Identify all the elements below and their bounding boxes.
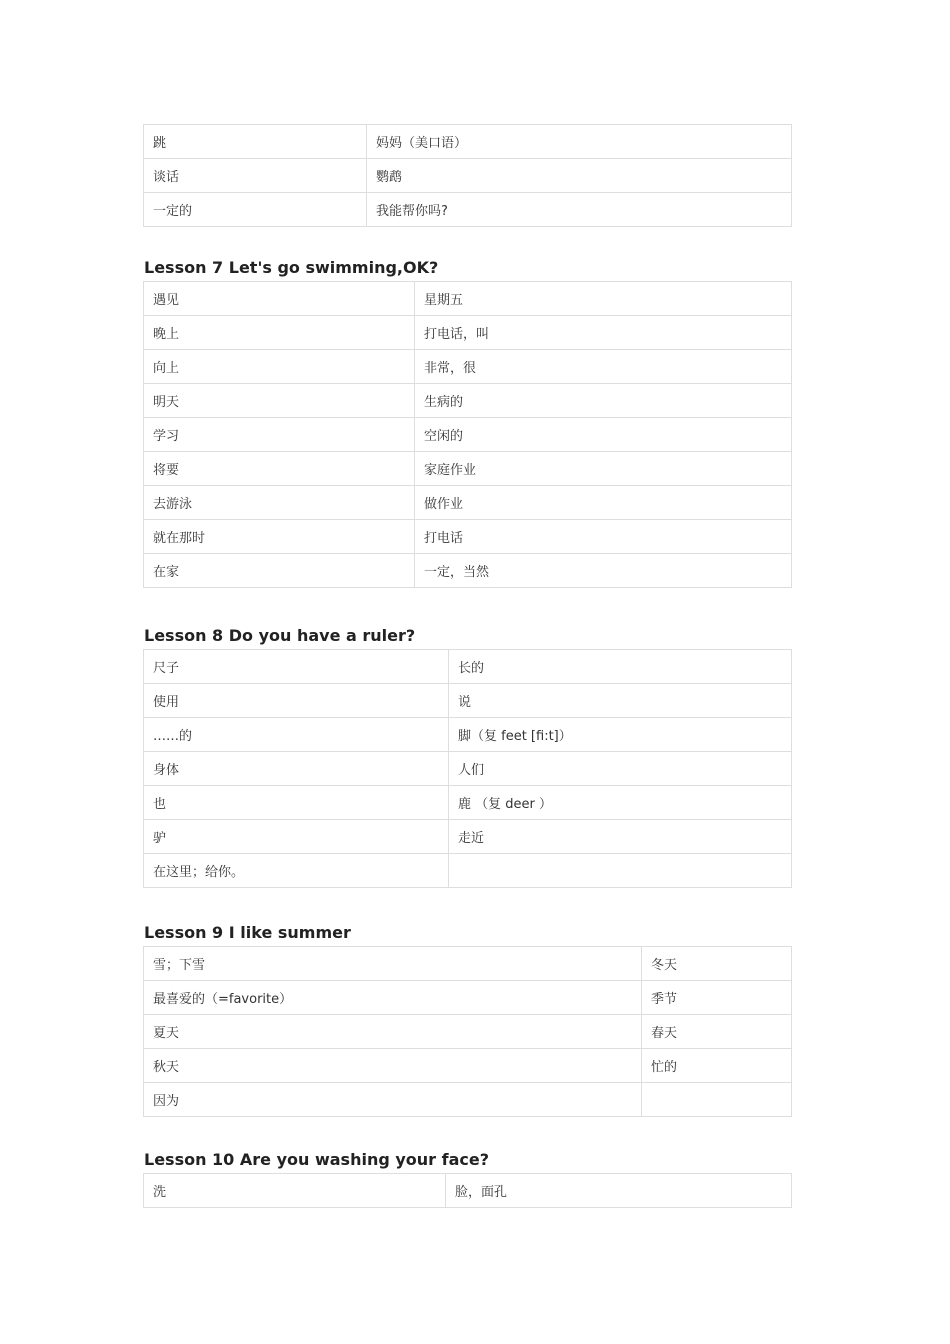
term-cell-right: 空闲的 xyxy=(415,418,792,452)
table-row xyxy=(144,786,792,820)
vocab-table xyxy=(143,1173,792,1208)
table-row xyxy=(144,1083,792,1117)
term-cell: 雪；下雪 xyxy=(144,947,642,981)
vocab-table xyxy=(143,281,792,588)
term-cell: 身体 xyxy=(144,752,449,786)
term-cell-right: 鹿 （复 deer ） xyxy=(449,786,792,820)
table-row xyxy=(144,684,792,718)
term-cell-right: 忙的 xyxy=(642,1049,792,1083)
term-cell-right xyxy=(642,1083,792,1117)
term-cell-right: 冬天 xyxy=(642,947,792,981)
table-row xyxy=(144,1015,792,1049)
term-cell-right: 人们 xyxy=(449,752,792,786)
term-cell-right: 脚（复 feet [fi:t]） xyxy=(449,718,792,752)
term-cell: 因为 xyxy=(144,1083,642,1117)
term-cell: 尺子 xyxy=(144,650,449,684)
vocab-section-lesson-7 xyxy=(143,256,792,588)
term-cell-right: 生病的 xyxy=(415,384,792,418)
lesson-heading: Lesson 8 Do you have a ruler? xyxy=(144,626,416,645)
table-row xyxy=(144,1049,792,1083)
term-cell: 一定的 xyxy=(144,193,367,227)
term-cell-right: 我能帮你吗? xyxy=(367,193,792,227)
term-cell-right: 长的 xyxy=(449,650,792,684)
table-row xyxy=(144,947,792,981)
term-cell-right: 星期五 xyxy=(415,282,792,316)
term-cell-right: 做作业 xyxy=(415,486,792,520)
table-row xyxy=(144,486,792,520)
term-cell-right: 打电话 xyxy=(415,520,792,554)
term-cell: 驴 xyxy=(144,820,449,854)
table-row xyxy=(144,350,792,384)
lesson-heading: Lesson 7 Let's go swimming,OK? xyxy=(144,258,439,277)
lesson-heading: Lesson 10 Are you washing your face? xyxy=(144,1150,489,1169)
term-cell: 学习 xyxy=(144,418,415,452)
vocab-section-lesson-6-continued xyxy=(143,124,792,227)
vocab-table xyxy=(143,946,792,1117)
term-cell: ……的 xyxy=(144,718,449,752)
lesson-heading: Lesson 9 I like summer xyxy=(144,923,351,942)
term-cell-right: 季节 xyxy=(642,981,792,1015)
term-cell-right: 一定，当然 xyxy=(415,554,792,588)
table-row xyxy=(144,316,792,350)
term-cell-right: 说 xyxy=(449,684,792,718)
table-row xyxy=(144,718,792,752)
term-cell-right: 妈妈（美口语） xyxy=(367,125,792,159)
term-cell: 将要 xyxy=(144,452,415,486)
vocab-table xyxy=(143,124,792,227)
table-row xyxy=(144,820,792,854)
table-row xyxy=(144,752,792,786)
table-row xyxy=(144,384,792,418)
table-row xyxy=(144,125,792,159)
term-cell: 夏天 xyxy=(144,1015,642,1049)
vocab-section-lesson-10 xyxy=(143,1148,792,1208)
term-cell: 在这里；给你。 xyxy=(144,854,449,888)
term-cell-right: 家庭作业 xyxy=(415,452,792,486)
term-cell-right: 春天 xyxy=(642,1015,792,1049)
term-cell: 跳 xyxy=(144,125,367,159)
term-cell-right: 走近 xyxy=(449,820,792,854)
table-row xyxy=(144,193,792,227)
table-row xyxy=(144,520,792,554)
term-cell: 洗 xyxy=(144,1174,446,1208)
term-cell: 谈话 xyxy=(144,159,367,193)
term-cell: 去游泳 xyxy=(144,486,415,520)
table-row xyxy=(144,452,792,486)
term-cell: 晚上 xyxy=(144,316,415,350)
term-cell: 明天 xyxy=(144,384,415,418)
table-row xyxy=(144,650,792,684)
term-cell: 秋天 xyxy=(144,1049,642,1083)
term-cell-right: 脸，面孔 xyxy=(446,1174,792,1208)
table-row xyxy=(144,854,792,888)
term-cell: 也 xyxy=(144,786,449,820)
table-row xyxy=(144,554,792,588)
table-row xyxy=(144,159,792,193)
term-cell: 在家 xyxy=(144,554,415,588)
vocab-table xyxy=(143,649,792,888)
term-cell: 最喜爱的（=favorite） xyxy=(144,981,642,1015)
term-cell: 就在那时 xyxy=(144,520,415,554)
term-cell: 遇见 xyxy=(144,282,415,316)
table-row xyxy=(144,282,792,316)
table-row xyxy=(144,418,792,452)
term-cell-right: 打电话，叫 xyxy=(415,316,792,350)
vocab-section-lesson-9 xyxy=(143,921,792,1117)
table-row xyxy=(144,1174,792,1208)
term-cell-right xyxy=(449,854,792,888)
term-cell-right: 鹦鹉 xyxy=(367,159,792,193)
term-cell: 使用 xyxy=(144,684,449,718)
term-cell-right: 非常，很 xyxy=(415,350,792,384)
table-row xyxy=(144,981,792,1015)
vocab-section-lesson-8 xyxy=(143,624,792,888)
term-cell: 向上 xyxy=(144,350,415,384)
